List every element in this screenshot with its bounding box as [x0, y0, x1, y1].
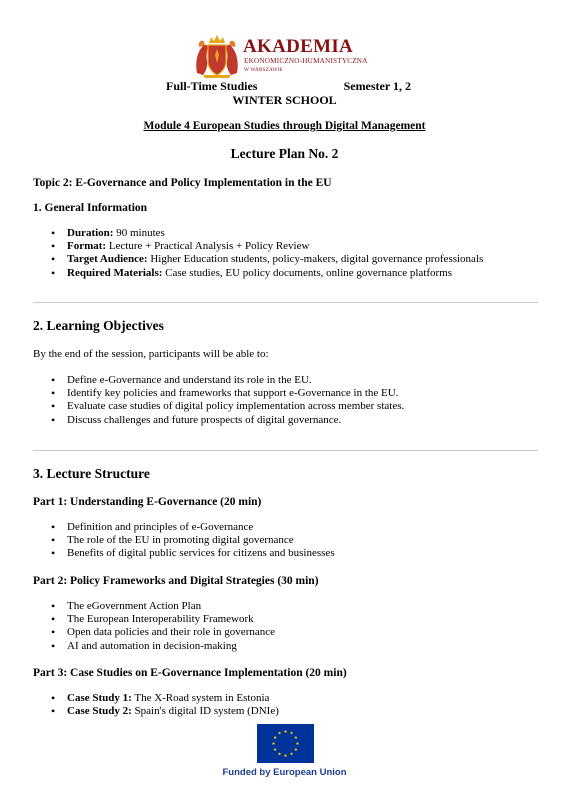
general-info-list — [47, 227, 483, 280]
funded-by-eu-text: Funded by European Union — [222, 767, 347, 778]
objectives-intro: By the end of the session, participants will be able to: — [33, 348, 269, 360]
part3-list — [47, 692, 279, 718]
list-item: • The European Interoperability Framework — [47, 613, 275, 626]
topic-heading: Topic 2: E-Governance and Policy Implementation in the EU — [33, 177, 332, 189]
list-item: • Case Study 2: Spain's digital ID system (DNIe) — [47, 705, 279, 718]
section-divider — [33, 302, 538, 303]
list-item: • Evaluate case studies of digital policy implementation across member states. — [47, 400, 404, 413]
eu-flag-icon — [257, 724, 314, 763]
logo-subtitle: EKONOMICZNO-HUMANISTYCZNA — [244, 57, 368, 65]
logo-city: W WARSZAWIE — [244, 67, 283, 73]
part1-heading: Part 1: Understanding E-Governance (20 min) — [33, 496, 262, 508]
academy-crest-icon — [193, 33, 241, 79]
list-item: • Definition and principles of e-Governance — [47, 521, 335, 534]
list-item: • Required Materials: Case studies, EU policy documents, online governance platforms — [47, 267, 483, 280]
semester: Semester 1, 2 — [343, 79, 411, 93]
list-item: • Case Study 1: The X-Road system in Estonia — [47, 692, 279, 705]
part3-heading: Part 3: Case Studies on E-Governance Implementation (20 min) — [33, 667, 347, 679]
part1-list — [47, 521, 335, 561]
list-item: • The role of the EU in promoting digital governance — [47, 534, 335, 547]
list-item: • Format: Lecture + Practical Analysis + Policy Review — [47, 240, 483, 253]
general-info-heading: 1. General Information — [33, 202, 148, 214]
list-item: • AI and automation in decision-making — [47, 640, 275, 653]
list-item: • Target Audience: Higher Education students, policy-makers, digital governance professionals — [47, 253, 483, 266]
list-item: • Duration: 90 minutes — [47, 227, 483, 240]
list-item: • Open data policies and their role in governance — [47, 626, 275, 639]
module-title: Module 4 European Studies through Digital Management — [143, 120, 426, 132]
list-item: • Discuss challenges and future prospects of digital governance. — [47, 414, 404, 427]
objectives-list — [47, 374, 404, 427]
structure-heading: 3. Lecture Structure — [33, 466, 150, 481]
logo-name: AKADEMIA — [243, 36, 354, 57]
section-divider — [33, 450, 538, 451]
school-title: WINTER SCHOOL — [232, 93, 337, 107]
part2-heading: Part 2: Policy Frameworks and Digital Strategies (30 min) — [33, 575, 319, 587]
objectives-heading: 2. Learning Objectives — [33, 318, 164, 333]
list-item: • Identify key policies and frameworks that support e-Governance in the EU. — [47, 387, 404, 400]
lecture-plan-title: Lecture Plan No. 2 — [230, 146, 339, 161]
part2-list — [47, 600, 275, 653]
list-item: • Benefits of digital public services for citizens and businesses — [47, 547, 335, 560]
academy-logo — [193, 33, 393, 81]
study-mode: Full-Time Studies — [166, 79, 258, 93]
list-item: • Define e-Governance and understand its role in the EU. — [47, 374, 404, 387]
list-item: • The eGovernment Action Plan — [47, 600, 275, 613]
